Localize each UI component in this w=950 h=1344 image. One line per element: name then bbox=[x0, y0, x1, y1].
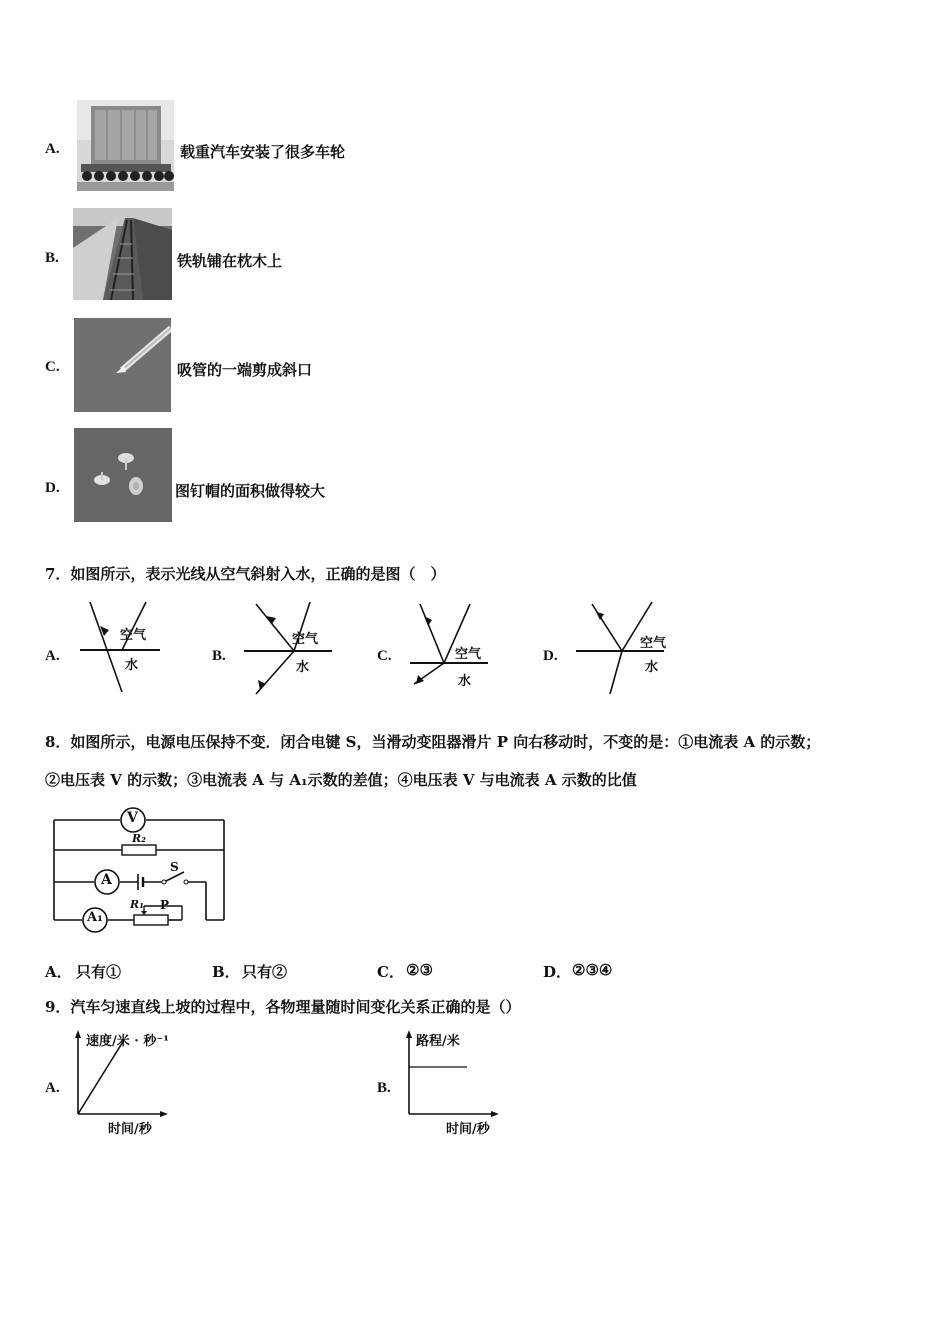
option-letter: D． bbox=[543, 963, 572, 981]
voltmeter-label: V bbox=[127, 810, 138, 826]
y-axis-label: 速度/米 · 秒⁻¹ bbox=[86, 1034, 169, 1049]
option-letter: D. bbox=[543, 648, 558, 664]
air-label: 空气 bbox=[640, 636, 667, 651]
ammeter-label: A bbox=[101, 872, 112, 888]
refraction-diagram-b bbox=[238, 600, 338, 700]
option-letter: B. bbox=[377, 1080, 391, 1096]
heavy-truck-photo bbox=[77, 100, 174, 191]
water-label: 水 bbox=[296, 660, 310, 675]
option-text: 铁轨铺在枕木上 bbox=[177, 252, 283, 270]
water-label: 水 bbox=[458, 674, 472, 689]
option-text: 图钉帽的面积做得较大 bbox=[175, 482, 326, 500]
option-text: 吸管的一端剪成斜口 bbox=[177, 361, 313, 379]
railway-track-photo bbox=[73, 208, 172, 300]
option-text: 只有① bbox=[76, 963, 122, 981]
r2-label: R₂ bbox=[132, 832, 146, 845]
option-text: ②③④ bbox=[572, 961, 613, 979]
option-letter: C. bbox=[45, 359, 60, 375]
r1-label: R₁ bbox=[130, 898, 144, 911]
option-letter: A． bbox=[45, 963, 72, 981]
x-axis-label: 时间/秒 bbox=[108, 1122, 152, 1137]
option-letter: B． bbox=[212, 963, 240, 981]
q7-stem: 7．如图所示，表示光线从空气斜射入水，正确的是图（ ） bbox=[45, 565, 446, 583]
water-label: 水 bbox=[645, 660, 659, 675]
circuit-diagram bbox=[46, 802, 236, 940]
q8-stem-line2: ②电压表 V 的示数；③电流表 A 与 A₁示数的差值；④电压表 V 与电流表 A 示数的比值 bbox=[45, 771, 637, 789]
option-letter: B. bbox=[45, 250, 59, 266]
option-letter: A. bbox=[45, 648, 60, 664]
air-label: 空气 bbox=[292, 632, 319, 647]
q9-stem: 9．汽车匀速直线上坡的过程中，各物理量随时间变化关系正确的是（） bbox=[45, 998, 521, 1016]
ammeter1-label: A₁ bbox=[87, 910, 103, 925]
q8-stem-line1: 8．如图所示，电源电压保持不变．闭合电键 S，当滑动变阻器滑片 P 向右移动时，不变的是：①电流表 A 的示数； bbox=[45, 733, 821, 751]
air-label: 空气 bbox=[455, 647, 482, 662]
thumbtack-photo bbox=[74, 428, 172, 522]
slider-label: P bbox=[160, 898, 170, 912]
option-text: 只有② bbox=[242, 963, 288, 981]
straw-photo bbox=[74, 318, 171, 412]
option-letter: A. bbox=[45, 141, 60, 157]
y-axis-label: 路程/米 bbox=[416, 1034, 460, 1049]
option-letter: C. bbox=[377, 648, 392, 664]
option-letter: B. bbox=[212, 648, 226, 664]
water-label: 水 bbox=[125, 658, 139, 673]
switch-label: S bbox=[170, 860, 179, 874]
x-axis-label: 时间/秒 bbox=[446, 1122, 490, 1137]
refraction-diagram-a bbox=[72, 600, 167, 695]
option-text: 载重汽车安装了很多车轮 bbox=[180, 143, 346, 161]
option-letter: C． bbox=[377, 963, 404, 981]
air-label: 空气 bbox=[120, 628, 147, 643]
option-letter: D. bbox=[45, 480, 60, 496]
option-letter: A. bbox=[45, 1080, 60, 1096]
option-text: ②③ bbox=[406, 961, 433, 979]
